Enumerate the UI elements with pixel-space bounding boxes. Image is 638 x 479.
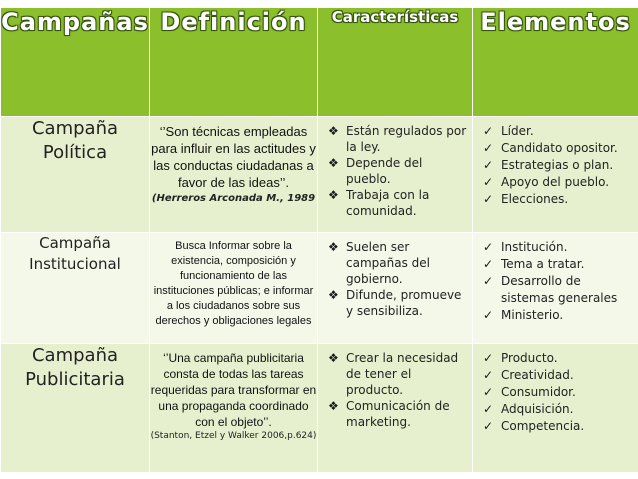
list-item: ❖ Trabaja con la comunidad. bbox=[328, 188, 430, 218]
check-bullet-icon: ✓ bbox=[483, 351, 494, 365]
citation-text: (Stanton, Etzel y Walker 2006,p.624) bbox=[150, 431, 317, 441]
check-bullet-icon: ✓ bbox=[483, 141, 494, 155]
list-item: ❖ Están regulados por la ley. bbox=[328, 124, 467, 154]
list-item: ✓ Ministerio. bbox=[483, 308, 564, 322]
check-bullet-icon: ✓ bbox=[483, 124, 494, 138]
table-row-politica bbox=[1, 117, 638, 233]
definition-cell bbox=[150, 117, 318, 233]
check-bullet-icon: ✓ bbox=[483, 257, 494, 271]
list-item: ✓ Adquisición. bbox=[483, 402, 574, 416]
list-item: ❖ Crear la necesidad de tener el producto. bbox=[328, 351, 459, 397]
definition-text: Busca Informar sobre la existencia, composición y funcionamiento de las instituciones públicas; e informar a los ciudadanos sobre sus derechos y obligaciones legales bbox=[153, 240, 314, 327]
elementos-cell bbox=[473, 233, 638, 344]
diamond-bullet-icon: ❖ bbox=[328, 156, 339, 170]
diamond-bullet-icon: ❖ bbox=[328, 188, 339, 202]
list-item: ✓ Institución. bbox=[483, 240, 568, 254]
list-item: ❖ Difunde, promueve y sensibiliza. bbox=[328, 288, 462, 318]
caracteristicas-cell bbox=[318, 344, 473, 473]
check-bullet-icon: ✓ bbox=[483, 385, 494, 399]
list-item: ❖ Suelen ser campañas del gobierno. bbox=[328, 240, 430, 286]
caracteristicas-cell bbox=[318, 233, 473, 344]
row-label: Campaña Publicitaria bbox=[1, 344, 150, 473]
list-item: ✓ Tema a tratar. bbox=[483, 257, 585, 271]
check-bullet-icon: ✓ bbox=[483, 402, 494, 416]
definition-cell bbox=[150, 233, 318, 344]
definition-text: ‘’Son técnicas empleadas para influir en las actitudes y las conductas ciudadanas a favor de las ideas’’. bbox=[151, 124, 316, 190]
list-item: ✓ Elecciones. bbox=[483, 192, 569, 206]
header-definicion: Definición bbox=[150, 8, 318, 117]
campaign-comparison-table bbox=[0, 7, 638, 473]
elementos-cell bbox=[473, 117, 638, 233]
check-bullet-icon: ✓ bbox=[483, 240, 494, 254]
check-bullet-icon: ✓ bbox=[483, 192, 494, 206]
list-item: ✓ Estrategias o plan. bbox=[483, 158, 614, 172]
list-item: ❖ Depende del pueblo. bbox=[328, 156, 423, 186]
caracteristicas-cell bbox=[318, 117, 473, 233]
diamond-bullet-icon: ❖ bbox=[328, 124, 339, 138]
elementos-cell bbox=[473, 344, 638, 473]
list-item: ✓ Consumidor. bbox=[483, 385, 576, 399]
list-item: ✓ Líder. bbox=[483, 124, 534, 138]
definition-text: ‘’Una campaña publicitaria consta de todas las tareas requeridas para transformar en una propaganda coordinado con el objeto’’. bbox=[150, 351, 317, 429]
row-label: Campaña Institucional bbox=[1, 233, 150, 344]
header-caracteristicas: Características bbox=[318, 8, 473, 117]
check-bullet-icon: ✓ bbox=[483, 175, 494, 189]
list-item: ✓ Apoyo del pueblo. bbox=[483, 175, 610, 189]
header-elementos: Elementos bbox=[473, 8, 638, 117]
header-row bbox=[1, 8, 638, 117]
list-item: ✓ Creatividad. bbox=[483, 368, 574, 382]
list-item: ✓ Desarrollo de sistemas generales bbox=[483, 274, 618, 305]
list-item: ✓ Candidato opositor. bbox=[483, 141, 618, 155]
header-campanas: Campañas bbox=[1, 8, 150, 117]
diamond-bullet-icon: ❖ bbox=[328, 399, 339, 413]
table-row-institucional bbox=[1, 233, 638, 344]
check-bullet-icon: ✓ bbox=[483, 158, 494, 172]
diamond-bullet-icon: ❖ bbox=[328, 240, 339, 254]
check-bullet-icon: ✓ bbox=[483, 308, 494, 322]
diamond-bullet-icon: ❖ bbox=[328, 288, 339, 302]
check-bullet-icon: ✓ bbox=[483, 274, 494, 288]
check-bullet-icon: ✓ bbox=[483, 368, 494, 382]
table-row-publicitaria bbox=[1, 344, 638, 473]
definition-cell bbox=[150, 344, 318, 473]
list-item: ✓ Competencia. bbox=[483, 419, 585, 433]
list-item: ❖ Comunicación de marketing. bbox=[328, 399, 450, 429]
diamond-bullet-icon: ❖ bbox=[328, 351, 339, 365]
row-label: Campaña Política bbox=[1, 117, 150, 233]
citation-text: (Herreros Arconada M., 1989 bbox=[151, 193, 316, 204]
list-item: ✓ Producto. bbox=[483, 351, 558, 365]
check-bullet-icon: ✓ bbox=[483, 419, 494, 433]
